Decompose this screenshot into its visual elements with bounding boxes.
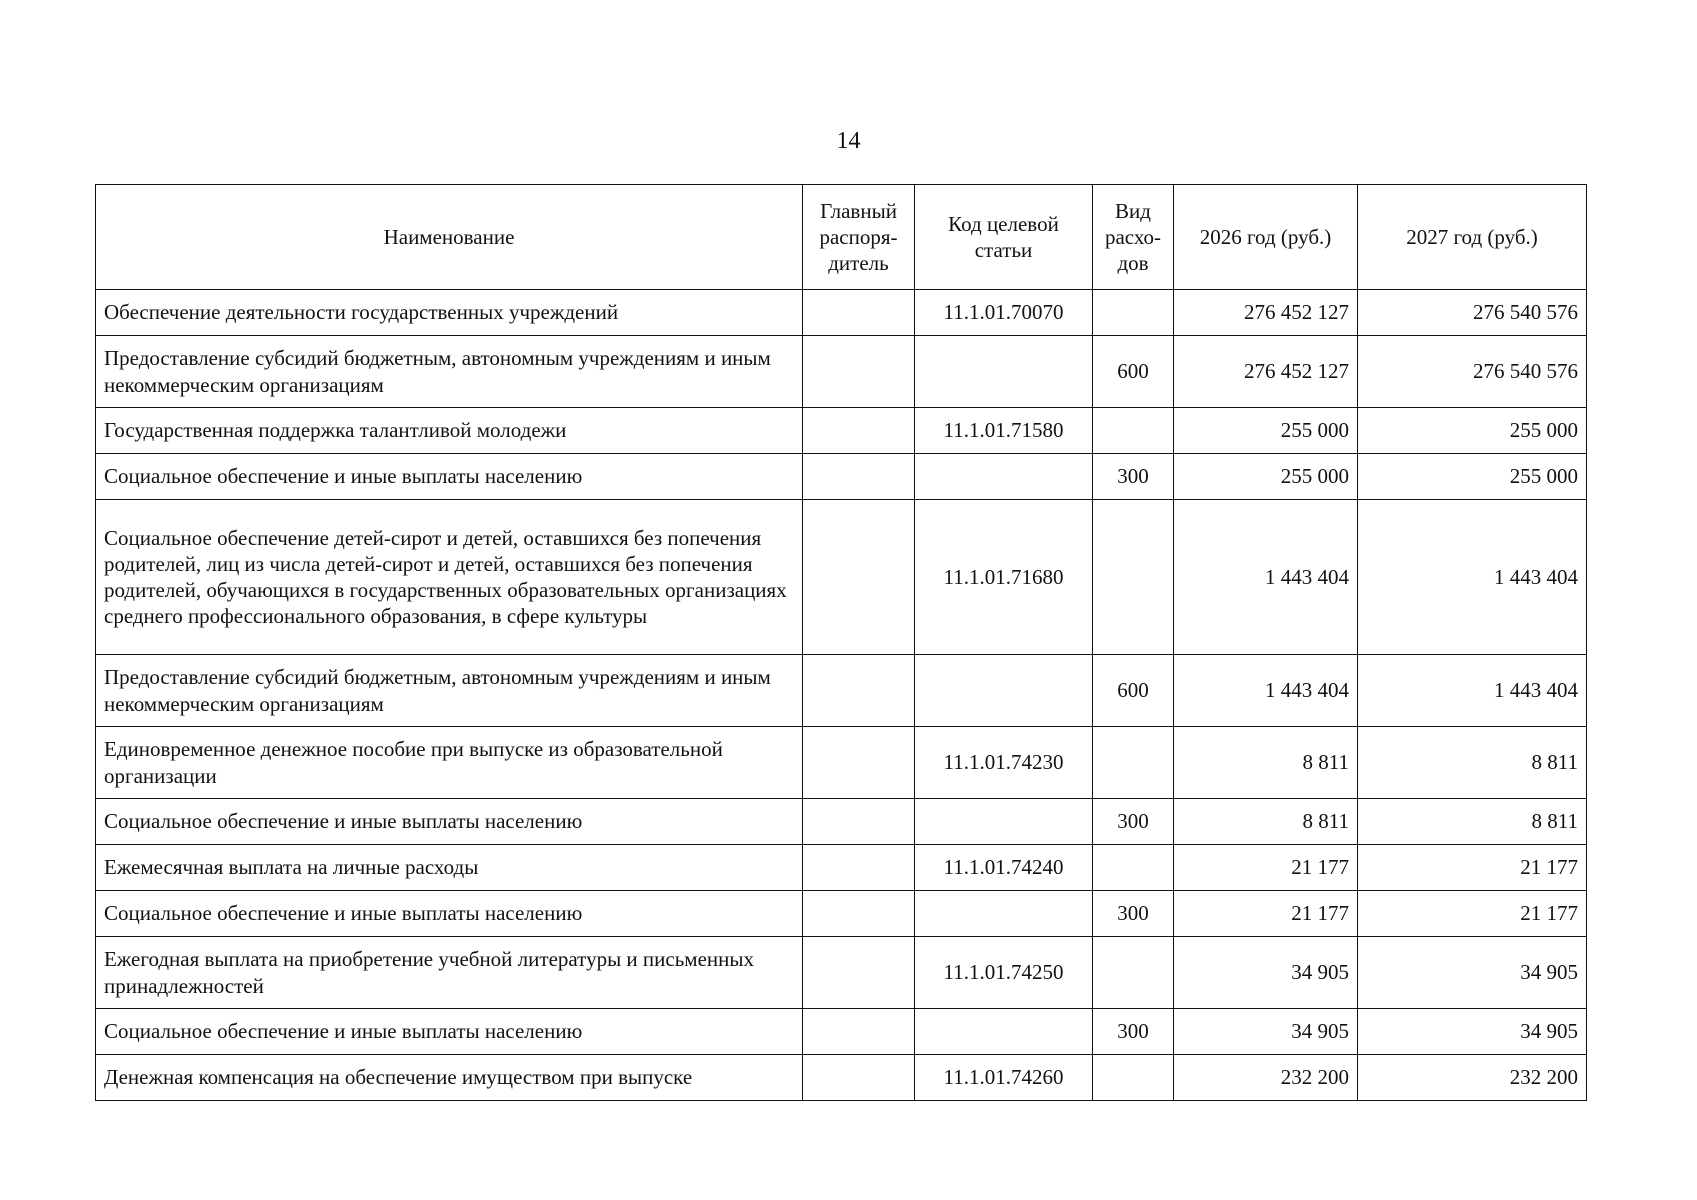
row-amount-2026: 34 905 — [1174, 937, 1358, 1009]
row-amount-2027: 276 540 576 — [1358, 336, 1587, 408]
table-row — [96, 937, 1587, 1009]
row-amount-2026: 21 177 — [1174, 845, 1358, 891]
header-name: Наименование — [96, 185, 803, 290]
row-target-code — [915, 655, 1093, 727]
row-amount-2027: 8 811 — [1358, 799, 1587, 845]
row-target-code: 11.1.01.74240 — [915, 845, 1093, 891]
row-target-code: 11.1.01.74260 — [915, 1055, 1093, 1101]
row-manager — [803, 1055, 915, 1101]
row-expense-type — [1093, 845, 1174, 891]
row-amount-2027: 21 177 — [1358, 845, 1587, 891]
row-amount-2026: 255 000 — [1174, 454, 1358, 500]
row-expense-type: 300 — [1093, 1009, 1174, 1055]
header-year-2026: 2026 год (руб.) — [1174, 185, 1358, 290]
row-amount-2027: 232 200 — [1358, 1055, 1587, 1101]
row-amount-2027: 255 000 — [1358, 408, 1587, 454]
row-amount-2026: 255 000 — [1174, 408, 1358, 454]
row-amount-2027: 276 540 576 — [1358, 290, 1587, 336]
row-amount-2026: 1 443 404 — [1174, 500, 1358, 655]
row-target-code — [915, 1009, 1093, 1055]
row-manager — [803, 454, 915, 500]
budget-table — [95, 184, 1587, 1101]
row-name: Единовременное денежное пособие при выпуске из образовательной организации — [96, 727, 803, 799]
row-target-code — [915, 336, 1093, 408]
header-target-code: Код целевой статьи — [915, 185, 1093, 290]
row-name: Социальное обеспечение и иные выплаты населению — [96, 891, 803, 937]
row-amount-2026: 8 811 — [1174, 799, 1358, 845]
row-target-code — [915, 454, 1093, 500]
table-row — [96, 1055, 1587, 1101]
row-expense-type: 300 — [1093, 454, 1174, 500]
table-row — [96, 727, 1587, 799]
row-target-code: 11.1.01.74250 — [915, 937, 1093, 1009]
table-row — [96, 336, 1587, 408]
row-expense-type: 300 — [1093, 799, 1174, 845]
row-target-code: 11.1.01.70070 — [915, 290, 1093, 336]
row-expense-type — [1093, 290, 1174, 336]
row-target-code — [915, 891, 1093, 937]
row-manager — [803, 727, 915, 799]
row-expense-type — [1093, 1055, 1174, 1101]
row-manager — [803, 408, 915, 454]
row-target-code: 11.1.01.71680 — [915, 500, 1093, 655]
row-expense-type — [1093, 500, 1174, 655]
table-row — [96, 891, 1587, 937]
row-target-code — [915, 799, 1093, 845]
row-manager — [803, 336, 915, 408]
table-row — [96, 1009, 1587, 1055]
row-amount-2026: 8 811 — [1174, 727, 1358, 799]
row-expense-type — [1093, 408, 1174, 454]
row-manager — [803, 937, 915, 1009]
table-row — [96, 500, 1587, 655]
row-expense-type: 300 — [1093, 891, 1174, 937]
row-name: Социальное обеспечение и иные выплаты населению — [96, 454, 803, 500]
row-amount-2026: 21 177 — [1174, 891, 1358, 937]
row-name: Ежегодная выплата на приобретение учебной литературы и письменных принадлежностей — [96, 937, 803, 1009]
table-header-row — [96, 185, 1587, 290]
row-manager — [803, 1009, 915, 1055]
table-row — [96, 290, 1587, 336]
row-manager — [803, 891, 915, 937]
row-name: Обеспечение деятельности государственных учреждений — [96, 290, 803, 336]
row-manager — [803, 845, 915, 891]
row-name: Предоставление субсидий бюджетным, автономным учреждениям и иным некоммерческим организациям — [96, 655, 803, 727]
header-manager: Главный распоря-дитель — [803, 185, 915, 290]
row-target-code: 11.1.01.71580 — [915, 408, 1093, 454]
row-expense-type — [1093, 937, 1174, 1009]
row-amount-2027: 34 905 — [1358, 937, 1587, 1009]
header-year-2027: 2027 год (руб.) — [1358, 185, 1587, 290]
row-manager — [803, 655, 915, 727]
row-amount-2027: 8 811 — [1358, 727, 1587, 799]
row-amount-2026: 34 905 — [1174, 1009, 1358, 1055]
row-expense-type — [1093, 727, 1174, 799]
row-manager — [803, 799, 915, 845]
row-name: Государственная поддержка талантливой молодежи — [96, 408, 803, 454]
row-amount-2027: 1 443 404 — [1358, 655, 1587, 727]
table-row — [96, 845, 1587, 891]
table-row — [96, 454, 1587, 500]
row-manager — [803, 500, 915, 655]
row-name: Ежемесячная выплата на личные расходы — [96, 845, 803, 891]
header-expense-type: Вид расхо-дов — [1093, 185, 1174, 290]
row-amount-2026: 232 200 — [1174, 1055, 1358, 1101]
row-target-code: 11.1.01.74230 — [915, 727, 1093, 799]
row-amount-2027: 255 000 — [1358, 454, 1587, 500]
row-expense-type: 600 — [1093, 655, 1174, 727]
row-name: Денежная компенсация на обеспечение имуществом при выпуске — [96, 1055, 803, 1101]
row-amount-2026: 1 443 404 — [1174, 655, 1358, 727]
row-amount-2027: 34 905 — [1358, 1009, 1587, 1055]
table-row — [96, 655, 1587, 727]
row-name: Предоставление субсидий бюджетным, автономным учреждениям и иным некоммерческим организациям — [96, 336, 803, 408]
table-row — [96, 799, 1587, 845]
row-amount-2027: 21 177 — [1358, 891, 1587, 937]
row-expense-type: 600 — [1093, 336, 1174, 408]
row-name: Социальное обеспечение и иные выплаты населению — [96, 1009, 803, 1055]
row-manager — [803, 290, 915, 336]
page-number: 14 — [836, 128, 861, 154]
table-row — [96, 408, 1587, 454]
row-name: Социальное обеспечение детей-сирот и детей, оставшихся без попечения родителей, лиц из числа детей-сирот и детей, оставшихся без попечения родителей, обучающихся в государственных образовательных организациях среднего профессионального образования, в сфере культуры — [96, 500, 803, 655]
row-amount-2026: 276 452 127 — [1174, 290, 1358, 336]
row-amount-2026: 276 452 127 — [1174, 336, 1358, 408]
row-name: Социальное обеспечение и иные выплаты населению — [96, 799, 803, 845]
row-amount-2027: 1 443 404 — [1358, 500, 1587, 655]
